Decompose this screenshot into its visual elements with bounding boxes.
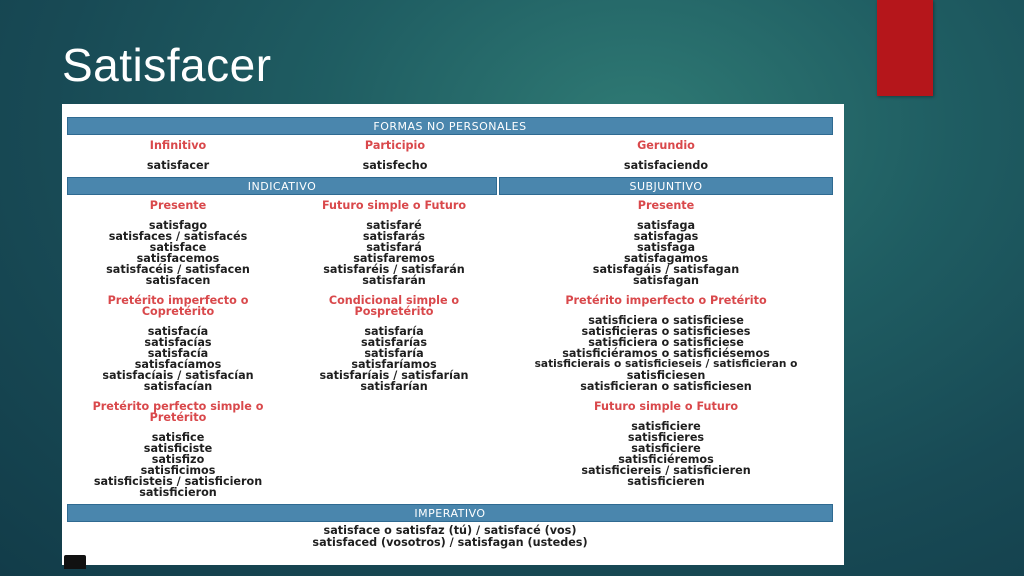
ind-imperfecto-block xyxy=(70,295,286,392)
ind-condicional-label-line1: Condicional simple o xyxy=(328,294,460,307)
conjugation-form: satisfice xyxy=(151,431,205,444)
conjugation-form: satisficisteis / satisficieron xyxy=(93,475,263,488)
ind-imperfecto-label-line2: Copretérito xyxy=(141,305,215,318)
corner-mark xyxy=(64,555,86,569)
conjugation-form: satisfarás xyxy=(362,230,426,243)
conjugation-form: satisficiesen xyxy=(626,369,706,382)
imperativo-line-2: satisfaced (vosotros) / satisfagan (ustedes) xyxy=(312,536,588,549)
subj-presente-block xyxy=(516,200,816,286)
ind-condicional-block xyxy=(286,295,502,392)
conjugation-form: satisficieran o satisficiesen xyxy=(580,380,752,393)
conjugation-form: satisfaga xyxy=(636,241,696,254)
subj-imperfecto-block xyxy=(502,295,830,392)
conjugation-form: satisficierais o satisficieseis / satisficieran o xyxy=(534,358,798,370)
subj-presente-label: Presente xyxy=(637,199,695,212)
conjugation-form: satisfaría xyxy=(364,347,424,360)
conjugation-form: satisfagan xyxy=(633,274,699,287)
conjugation-form: satisficiereis / satisficieren xyxy=(581,464,751,477)
conjugation-form: satisfaríamos xyxy=(351,358,437,371)
subj-futuro-block xyxy=(516,401,816,487)
conjugation-form: satisfacéis / satisfacen xyxy=(106,263,250,276)
subjuntivo-header: SUBJUNTIVO xyxy=(499,177,833,195)
conjugation-form: satisfago xyxy=(148,219,208,232)
subj-imperfecto-label: Pretérito imperfecto o Pretérito xyxy=(565,294,767,307)
participio-label: Participio xyxy=(364,139,426,152)
conjugation-form: satisfacían xyxy=(143,380,213,393)
slide-title: Satisfacer xyxy=(62,39,272,91)
infinitivo-value: satisfacer xyxy=(146,159,210,172)
conjugation-form: satisfaríais / satisfarían xyxy=(319,369,469,382)
conjugation-form: satisficiéramos o satisficiésemos xyxy=(562,347,770,360)
ind-presente-block xyxy=(70,200,286,286)
conjugation-form: satisfagamos xyxy=(623,252,709,265)
conjugation-form: satisficieren xyxy=(627,475,705,488)
gerundio-value: satisfaciendo xyxy=(623,159,709,172)
participio-value: satisfecho xyxy=(362,159,428,172)
ind-perfecto-simple-block xyxy=(70,401,286,498)
conjugation-form: satisfarán xyxy=(362,274,426,287)
conjugation-form: satisfacía xyxy=(147,347,209,360)
infinitivo-column xyxy=(88,140,268,171)
conjugation-form: satisfacías xyxy=(144,336,212,349)
conjugation-form: satisficieres xyxy=(627,431,705,444)
conjugation-form: satisfaces / satisfacés xyxy=(108,230,248,243)
conjugation-form: satisfacía xyxy=(147,325,209,338)
conjugation-form: satisfarían xyxy=(360,380,428,393)
participio-column xyxy=(305,140,485,171)
ind-futuro-block xyxy=(286,200,502,286)
conjugation-form: satisface xyxy=(149,241,207,254)
conjugation-form: satisfacemos xyxy=(136,252,220,265)
subj-futuro-label: Futuro simple o Futuro xyxy=(593,400,739,413)
conjugation-form: satisficiera o satisficiese xyxy=(588,314,744,327)
gerundio-column xyxy=(576,140,756,171)
conjugation-form: satisfagáis / satisfagan xyxy=(592,263,740,276)
conjugation-form: satisfaré xyxy=(366,219,422,232)
conjugation-form: satisficiéremos xyxy=(618,453,714,466)
red-tab-decoration xyxy=(877,0,933,96)
conjugation-form: satisfaría xyxy=(364,325,424,338)
gerundio-label: Gerundio xyxy=(637,139,695,152)
ind-presente-label: Presente xyxy=(149,199,207,212)
conjugation-form: satisficieron xyxy=(139,486,217,499)
formas-no-personales-header: FORMAS NO PERSONALES xyxy=(67,117,833,135)
conjugation-form: satisfizo xyxy=(151,453,205,466)
conjugation-form: satisfarías xyxy=(360,336,428,349)
conjugation-form: satisficiere xyxy=(631,420,701,433)
ind-futuro-label: Futuro simple o Futuro xyxy=(321,199,467,212)
conjugation-form: satisficimos xyxy=(140,464,216,477)
conjugation-form: satisfagas xyxy=(633,230,699,243)
conjugation-form: satisficiste xyxy=(143,442,213,455)
ind-condicional-label-line2: Pospretérito xyxy=(354,305,434,318)
conjugation-form: satisfacen xyxy=(145,274,211,287)
conjugation-form: satisfacíamos xyxy=(134,358,222,371)
imperativo-line-1: satisface o satisfaz (tú) / satisfacé (vos) xyxy=(323,524,577,537)
conjugation-form: satisfacíais / satisfacían xyxy=(102,369,254,382)
ind-perfecto-label-line1: Pretérito perfecto simple o xyxy=(92,400,264,413)
infinitivo-label: Infinitivo xyxy=(149,139,207,152)
imperativo-header: IMPERATIVO xyxy=(67,504,833,522)
ind-perfecto-label-line2: Pretérito xyxy=(149,411,207,424)
indicativo-header: INDICATIVO xyxy=(67,177,497,195)
conjugation-form: satisficieras o satisficieses xyxy=(581,325,751,338)
conjugation-form: satisfaga xyxy=(636,219,696,232)
conjugation-form: satisfaremos xyxy=(353,252,435,265)
conjugation-form: satisficiere xyxy=(631,442,701,455)
ind-imperfecto-label-line1: Pretérito imperfecto o xyxy=(107,294,249,307)
conjugation-form: satisfaréis / satisfarán xyxy=(323,263,465,276)
conjugation-form: satisficiera o satisficiese xyxy=(588,336,744,349)
conjugation-form: satisfará xyxy=(366,241,422,254)
